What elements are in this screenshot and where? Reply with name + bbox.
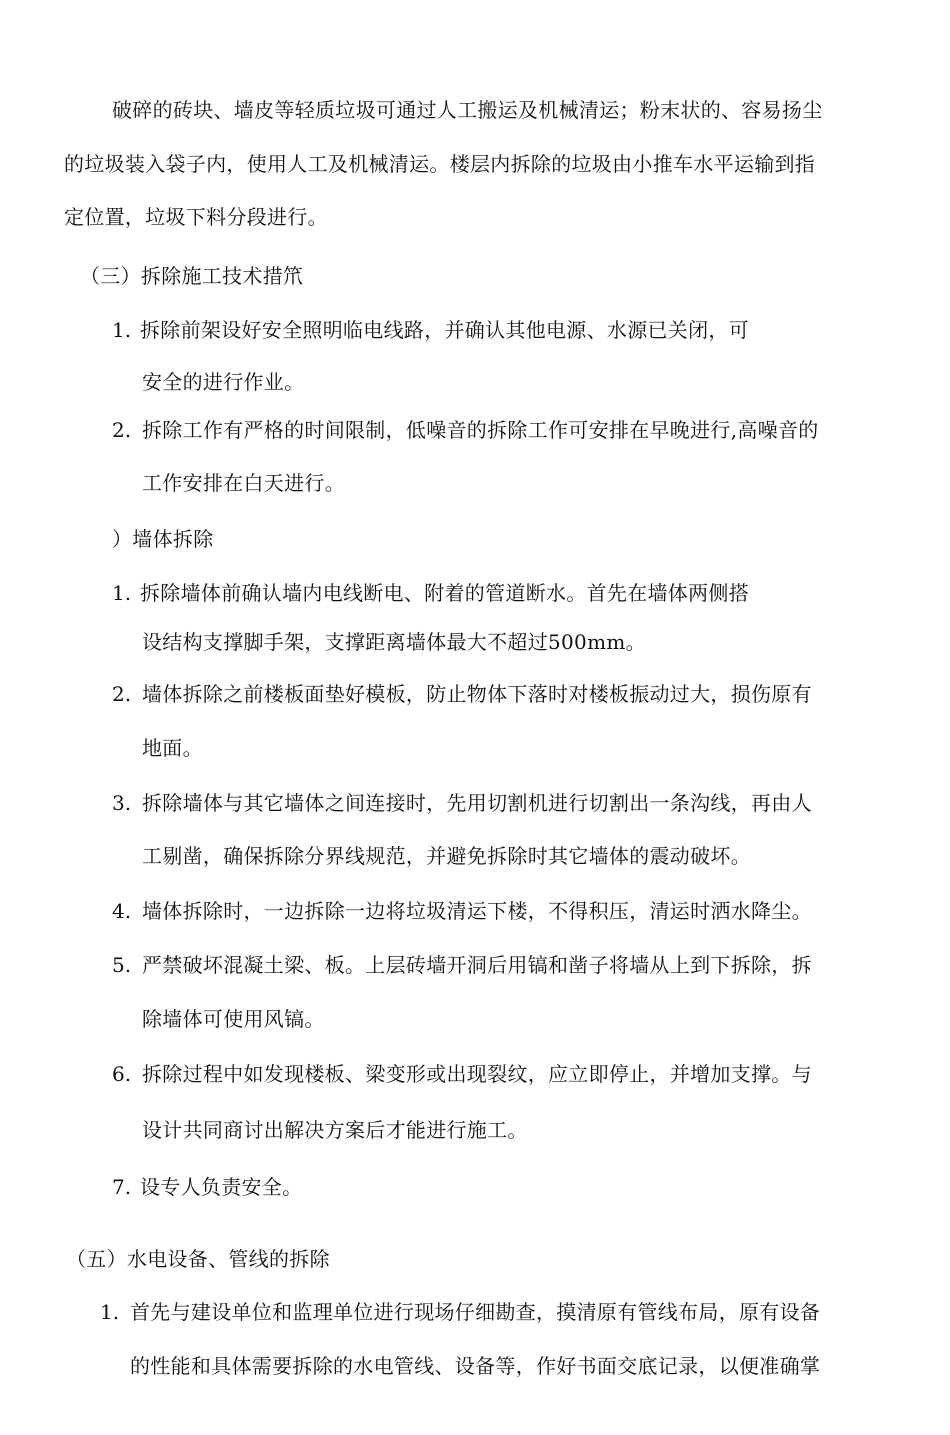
section-heading-4: ）墙体拆除 xyxy=(112,527,214,551)
section-heading-3: （三）拆除施工技术措笊 xyxy=(80,264,304,288)
intro-line-2: 的垃圾装入袋子内，使用人工及机械清运。楼层内拆除的垃圾由小推车水平运输到指 xyxy=(64,152,816,176)
list-number: 6. xyxy=(112,1062,132,1086)
list-item-line: 设结构支撑脚手架，支撑距离墙体最大不超过500mm。 xyxy=(142,630,646,654)
list-item-line: 设专人负责安全。 xyxy=(140,1175,303,1199)
list-item-line: 工剔凿，确保拆除分界线规范，并避免拆除时其它墙体的震动破坏。 xyxy=(142,844,751,868)
list-item-line: 墙体拆除之前楼板面垫好模板，防止物体下落时对楼板振动过大，损伤原有 xyxy=(142,682,812,706)
list-number: 5. xyxy=(112,953,132,977)
list-item-line: 的性能和具体需要拆除的水电管线、设备等，作好书面交底记录，以便准确掌 xyxy=(130,1354,821,1378)
list-item-line: 拆除过程中如发现楼板、梁变形或出现裂纹，应立即停止，并增加支撑。与 xyxy=(142,1062,812,1086)
intro-line-3: 定位置，垃圾下料分段进行。 xyxy=(64,205,328,229)
list-number: 3. xyxy=(112,791,132,815)
list-number: 4. xyxy=(112,899,132,923)
list-number: 7. xyxy=(112,1175,132,1199)
section-heading-5: （五）水电设备、管线的拆除 xyxy=(66,1247,330,1271)
list-number: 2. xyxy=(112,418,132,442)
list-number: 1. xyxy=(112,581,132,605)
list-item-line: 拆除墙体与其它墙体之间连接时，先用切割机进行切割出一条沟线，再由人 xyxy=(142,791,812,815)
list-item-line: 设计共同商讨出解决方案后才能进行施工。 xyxy=(142,1118,528,1142)
list-item-line: 首先与建设单位和监理单位进行现场仔细勘查，摸清原有管线布局，原有设备 xyxy=(130,1300,821,1324)
list-item-line: 墙体拆除时，一边拆除一边将垃圾清运下楼，不得积压，清运时洒水降尘。 xyxy=(142,899,812,923)
list-number: 2. xyxy=(112,682,132,706)
list-item-line: 严禁破坏混凝土梁、板。上层砖墙开洞后用镐和凿子将墙从上到下拆除，拆 xyxy=(142,953,812,977)
list-item-line: 除墙体可使用风镐。 xyxy=(142,1007,325,1031)
list-number: 1. xyxy=(112,318,132,342)
list-item-line: 拆除工作有严格的时间限制，低噪音的拆除工作可安排在早晚进行,高噪音的 xyxy=(142,418,819,442)
list-item-line: 拆除墙体前确认墙内电线断电、附着的管道断水。首先在墙体两侧搭 xyxy=(140,581,749,605)
list-item-line: 地面。 xyxy=(142,736,203,760)
intro-line-1: 破碎的砖块、墙皮等轻质垃圾可通过人工搬运及机械清运；粉末状的、容易扬尘 xyxy=(112,98,823,122)
list-item-line: 拆除前架设好安全照明临电线路，并确认其他电源、水源已关闭，可 xyxy=(140,318,749,342)
list-item-line: 安全的进行作业。 xyxy=(142,370,305,394)
list-item-line: 工作安排在白天进行。 xyxy=(142,471,345,495)
list-number: 1. xyxy=(100,1300,120,1324)
